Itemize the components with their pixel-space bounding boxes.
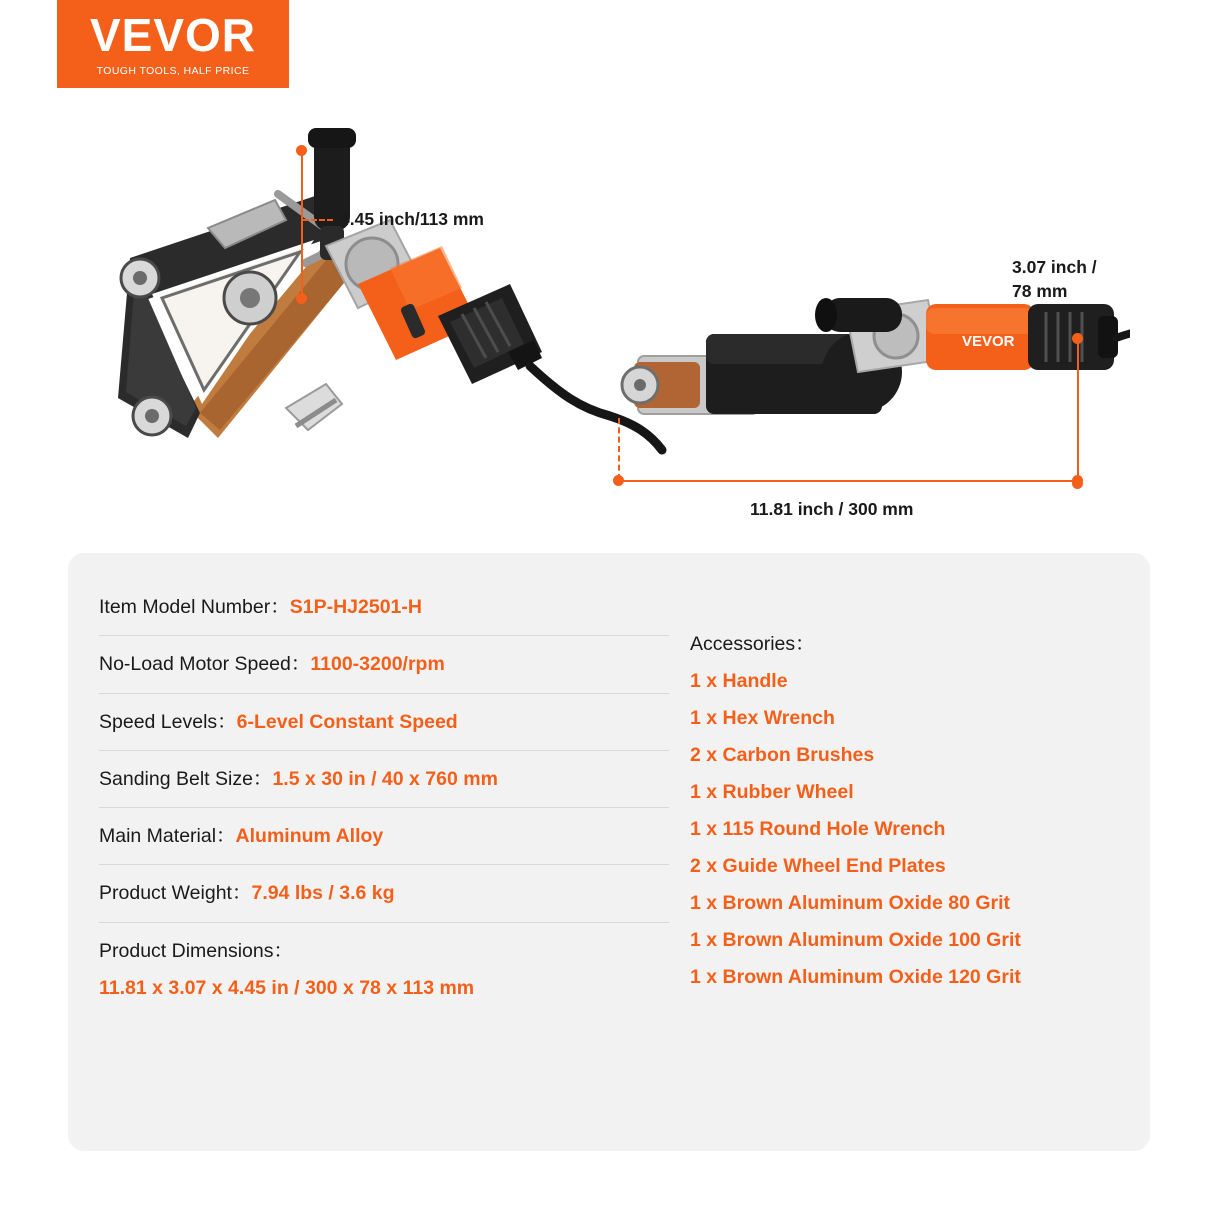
brand-tagline: TOUGH TOOLS, HALF PRICE <box>96 64 250 77</box>
accessory-item: 1 x Handle <box>690 670 788 692</box>
accessory-item: 2 x Guide Wheel End Plates <box>690 855 946 877</box>
spec-label-speed-levels: Speed Levels： <box>99 710 237 733</box>
product-illustration-area <box>0 88 1214 550</box>
spec-value-motor-speed: 1100-3200/rpm <box>310 653 445 676</box>
callout-width <box>1012 256 1192 303</box>
spec-value-weight: 7.94 lbs / 3.6 kg <box>251 882 395 905</box>
accessory-item: 1 x Brown Aluminum Oxide 120 Grit <box>690 966 1021 988</box>
spec-value-dimensions: 11.81 x 3.07 x 4.45 in / 300 x 78 x 113 mm <box>99 976 475 999</box>
spec-row-dimensions <box>99 923 669 1017</box>
spec-row-weight <box>99 865 669 922</box>
spec-value-belt-size: 1.5 x 30 in / 40 x 760 mm <box>272 767 498 790</box>
dim-ext-left <box>618 418 620 480</box>
dim-leader-height <box>303 219 333 221</box>
callout-width-line1: 3.07 inch / <box>1012 257 1097 277</box>
dim-dot-bottom-left <box>296 293 307 304</box>
spec-row-belt-size <box>99 751 669 808</box>
spec-list <box>99 579 669 1016</box>
accessory-item: 1 x 115 Round Hole Wrench <box>690 818 946 840</box>
accessories-list <box>690 628 1120 1003</box>
spec-label-motor-speed: No-Load Motor Speed： <box>99 653 311 676</box>
svg-text:VEVOR: VEVOR <box>962 333 1015 350</box>
brand-name: VEVOR <box>89 8 257 61</box>
callout-height: 4.45 inch/113 mm <box>340 209 484 229</box>
spec-label-material: Main Material： <box>99 825 236 847</box>
dim-line-height <box>301 150 303 300</box>
dim-dot-length-right <box>1072 475 1083 486</box>
callout-width-line2: 78 mm <box>1012 280 1068 301</box>
spec-label-model: Item Model Number： <box>99 596 290 618</box>
accessory-item: 1 x Brown Aluminum Oxide 80 Grit <box>690 892 1011 914</box>
callout-length: 11.81 inch / 300 mm <box>750 499 914 519</box>
spec-label-belt-size: Sanding Belt Size： <box>99 767 273 790</box>
specification-panel <box>68 553 1150 1151</box>
brand-logo <box>57 0 289 88</box>
spec-row-motor-speed <box>99 636 669 693</box>
accessory-item: 1 x Hex Wrench <box>690 707 835 729</box>
spec-label-dimensions: Product Dimensions： <box>99 939 293 962</box>
accessory-item: 1 x Brown Aluminum Oxide 100 Grit <box>690 929 1021 951</box>
spec-value-material: Aluminum Alloy <box>235 825 384 847</box>
accessory-item: 2 x Carbon Brushes <box>690 744 875 766</box>
spec-row-model <box>99 579 669 636</box>
accessory-item: 1 x Rubber Wheel <box>690 781 854 803</box>
spec-value-speed-levels: 6-Level Constant Speed <box>236 710 458 733</box>
spec-row-speed-levels <box>99 694 669 751</box>
spec-value-model: S1P-HJ2501-H <box>289 596 422 618</box>
spec-label-weight: Product Weight： <box>99 882 252 905</box>
dim-ext-right <box>1077 418 1079 480</box>
spec-row-material <box>99 808 669 865</box>
dim-line-length <box>618 480 1077 482</box>
accessories-title: Accessories： <box>690 633 815 655</box>
